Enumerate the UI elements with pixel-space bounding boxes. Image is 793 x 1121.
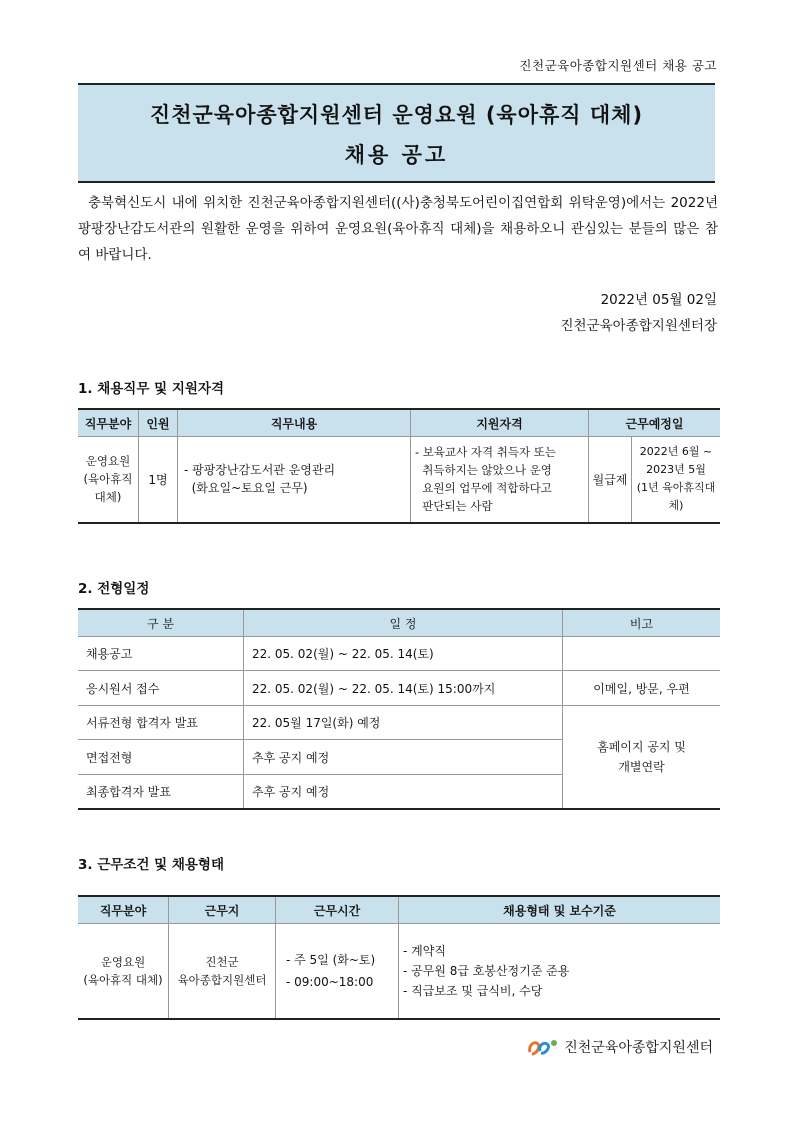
section3-heading: 3. 근무조건 및 채용형태 xyxy=(78,857,224,873)
table-row-label: 최종합격자 발표 xyxy=(78,775,244,809)
section1-heading: 1. 채용직무 및 지원자격 xyxy=(78,381,224,397)
job-table xyxy=(78,408,720,524)
table-row-note: 이메일, 방문, 우편 xyxy=(563,671,721,706)
page-subtitle: 채용 공고 xyxy=(344,143,449,167)
table-row-schedule: 22. 05. 02(월) ~ 22. 05. 14(토) xyxy=(244,637,563,671)
conditions-table xyxy=(78,895,720,1020)
notice-date: 2022년 05월 02일 xyxy=(600,292,717,308)
table-row-label: 서류전형 합격자 발표 xyxy=(78,706,244,740)
th-field: 직무분야 xyxy=(78,409,139,437)
cell-hours: - 주 5일 (화~토) - 09:00~18:00 xyxy=(276,924,399,1019)
cell-duty: - 팡팡장난감도서관 운영관리 (화요일~토요일 근무) xyxy=(178,437,411,523)
th-schedule: 일 정 xyxy=(244,609,563,637)
table-row-label: 응시원서 접수 xyxy=(78,671,244,706)
title-box xyxy=(78,83,715,183)
cell-field: 운영요원 (육아휴직 대체) xyxy=(78,437,139,523)
table-row-schedule: 추후 공지 예정 xyxy=(244,775,563,809)
th-field: 직무분야 xyxy=(78,896,169,924)
cell-terms: - 계약직 - 공무원 8급 호봉산정기준 준용 - 직급보조 및 급식비, 수당 xyxy=(399,924,721,1019)
section2-heading: 2. 전형일정 xyxy=(78,581,150,597)
cell-field: 운영요원 (육아휴직 대체) xyxy=(78,924,169,1019)
th-terms: 채용형태 및 보수기준 xyxy=(399,896,721,924)
table-row-schedule: 추후 공지 예정 xyxy=(244,740,563,775)
cell-count: 1명 xyxy=(139,437,178,523)
cell-qualification: - 보육교사 자격 취득자 또는 취득하지는 않았으나 운영 요원의 업무에 적합하다고 판단되는 사람 xyxy=(411,437,589,523)
table-row-note xyxy=(563,637,721,671)
signer: 진천군육아종합지원센터장 xyxy=(560,318,717,334)
th-hours: 근무시간 xyxy=(276,896,399,924)
th-note: 비고 xyxy=(563,609,721,637)
th-period: 근무예정일 xyxy=(589,409,721,437)
date-block xyxy=(561,287,718,339)
page-title: 진천군육아종합지원센터 운영요원 (육아휴직 대체) xyxy=(149,103,644,127)
table-row-label: 면접전형 xyxy=(78,740,244,775)
cell-pay: 월급제 xyxy=(589,437,632,523)
schedule-table xyxy=(78,608,720,810)
footer-org-name: 진천군육아종합지원센터 xyxy=(564,1040,713,1056)
table-row-schedule: 22. 05월 17일(화) 예정 xyxy=(244,706,563,740)
table-row-schedule: 22. 05. 02(월) ~ 22. 05. 14(토) 15:00까지 xyxy=(244,671,563,706)
th-count: 인원 xyxy=(139,409,178,437)
th-category: 구 분 xyxy=(78,609,244,637)
cell-period: 2022년 6월 ~ 2023년 5월 (1년 육아휴직대체) xyxy=(632,437,721,523)
table-row-note: 홈페이지 공지 및 개별연락 xyxy=(563,706,721,809)
cell-place: 진천군 육아종합지원센터 xyxy=(169,924,276,1019)
th-place: 근무지 xyxy=(169,896,276,924)
org-logo-icon xyxy=(526,1036,560,1058)
table-row-label: 채용공고 xyxy=(78,637,244,671)
intro-paragraph: 충북혁신도시 내에 위치한 진천군육아종합지원센터((사)충청북도어린이집연합회 위탁운영)에서는 2022년 팡팡장난감도서관의 원활한 운영을 위하여 운영요원(육아휴직 대체)을 채용하오니 관심있는 분들의 많은 참여 바랍니다. xyxy=(78,195,718,263)
th-qualification: 지원자격 xyxy=(411,409,589,437)
org-notice: 진천군육아종합지원센터 채용 공고 xyxy=(519,58,717,73)
footer-org xyxy=(526,1036,713,1058)
th-duty: 직무내용 xyxy=(178,409,411,437)
